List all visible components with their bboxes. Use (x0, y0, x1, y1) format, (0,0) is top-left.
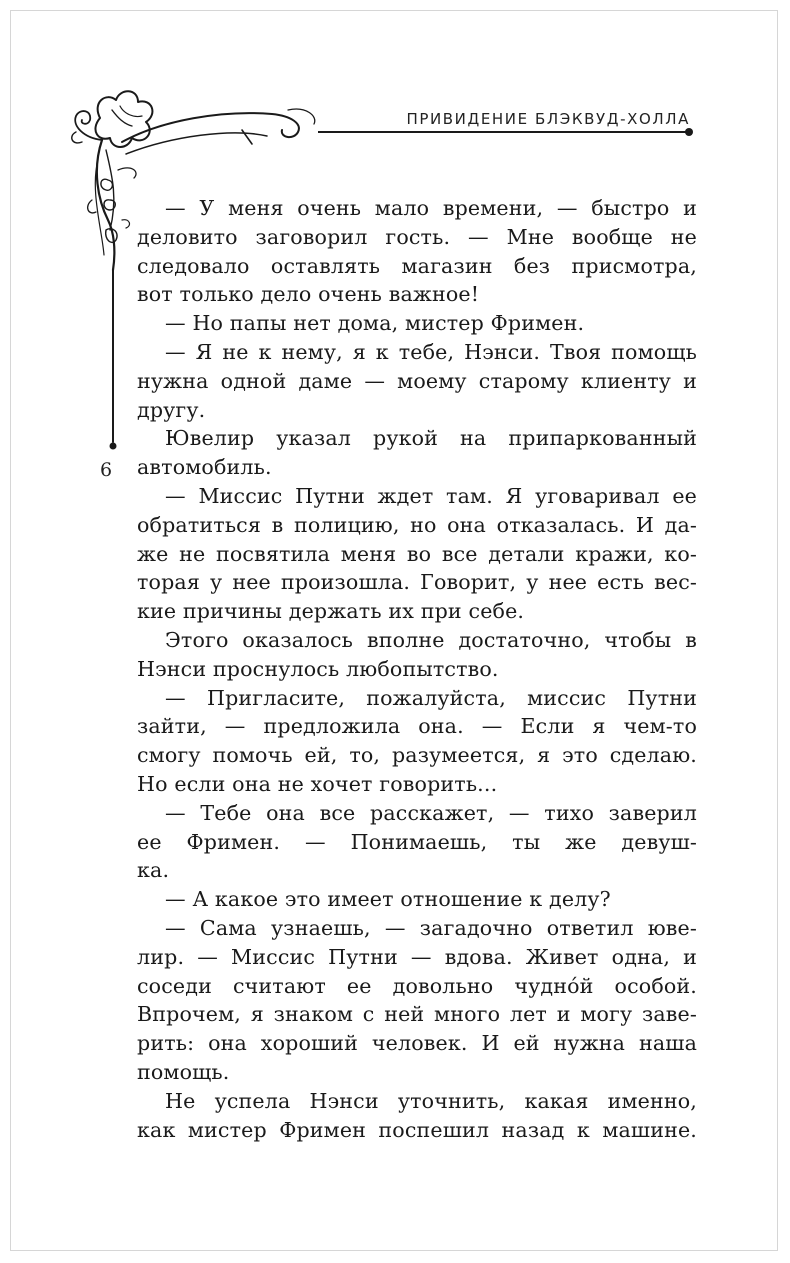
text-line: — Я не к нему, я к тебе, Нэнси. Твоя помощь (165, 339, 697, 364)
text-line: Впрочем, я знаком с ней много лет и могу заве- (137, 1002, 697, 1027)
text-line: — Пригласите, пожалуйста, миссис Путни (165, 685, 697, 710)
text-line: смогу помочь ей, то, разумеется, я это сделаю. (137, 743, 697, 768)
text-line: лир. — Миссис Путни — вдова. Живет одна, и (137, 944, 697, 969)
text-line: нужна одной даме — моему старому клиенту и (137, 368, 697, 393)
text-line: — А какое это имеет отношение к делу? (165, 887, 611, 912)
text-line: Этого оказалось вполне достаточно, чтобы в (165, 627, 697, 652)
text-line: зайти, — предложила она. — Если я чем-то (137, 714, 697, 739)
text-line: помощь. (137, 1059, 230, 1084)
text-line: Не успела Нэнси уточнить, какая именно, (165, 1088, 697, 1113)
text-line: обратиться в полицию, но она отказалась. И да- (137, 512, 697, 537)
text-line: деловито заговорил гость. — Мне вообще не (137, 224, 697, 249)
text-line: — Миссис Путни ждет там. Я уговаривал ее (165, 483, 697, 508)
text-line: ее Фримен. — Понимаешь, ты же девуш- (137, 829, 697, 854)
text-line: торая у нее произошла. Говорит, у нее есть вес- (137, 570, 697, 595)
text-line: рить: она хороший человек. И ей нужна наша (137, 1031, 697, 1056)
text-line: кие причины держать их при себе. (137, 599, 525, 624)
header-rule-dot (685, 128, 693, 136)
text-line: Ювелир указал рукой на припаркованный (165, 426, 697, 451)
text-body (137, 194, 697, 1144)
header-rule (318, 131, 690, 133)
text-line: же не посвятила меня во все детали кражи, ко- (137, 541, 697, 566)
text-line: другу. (137, 397, 206, 422)
text-line: ка. (137, 858, 170, 883)
text-line: Но если она не хочет говорить... (137, 771, 498, 796)
running-title: ПРИВИДЕНИЕ БЛЭКВУД-ХОЛЛА (406, 110, 690, 128)
text-line: следовало оставлять магазин без присмотра, (137, 253, 697, 278)
page-number: 6 (100, 459, 113, 481)
text-line: автомобиль. (137, 455, 272, 480)
text-line: как мистер Фримен поспешил назад к машине. (137, 1117, 697, 1142)
text-line: — Сама узнаешь, — загадочно ответил юве- (165, 915, 697, 940)
text-line: вот только дело очень важное! (137, 282, 480, 307)
text-line: — У меня очень мало времени, — быстро и (165, 196, 697, 220)
text-line: — Но папы нет дома, мистер Фримен. (165, 311, 585, 336)
text-line: — Тебе она все расскажет, — тихо заверил (165, 800, 697, 825)
text-line: Нэнси проснулось любопытство. (137, 656, 499, 681)
text-line: соседи считают ее довольно чудно́й особой. (137, 973, 697, 998)
